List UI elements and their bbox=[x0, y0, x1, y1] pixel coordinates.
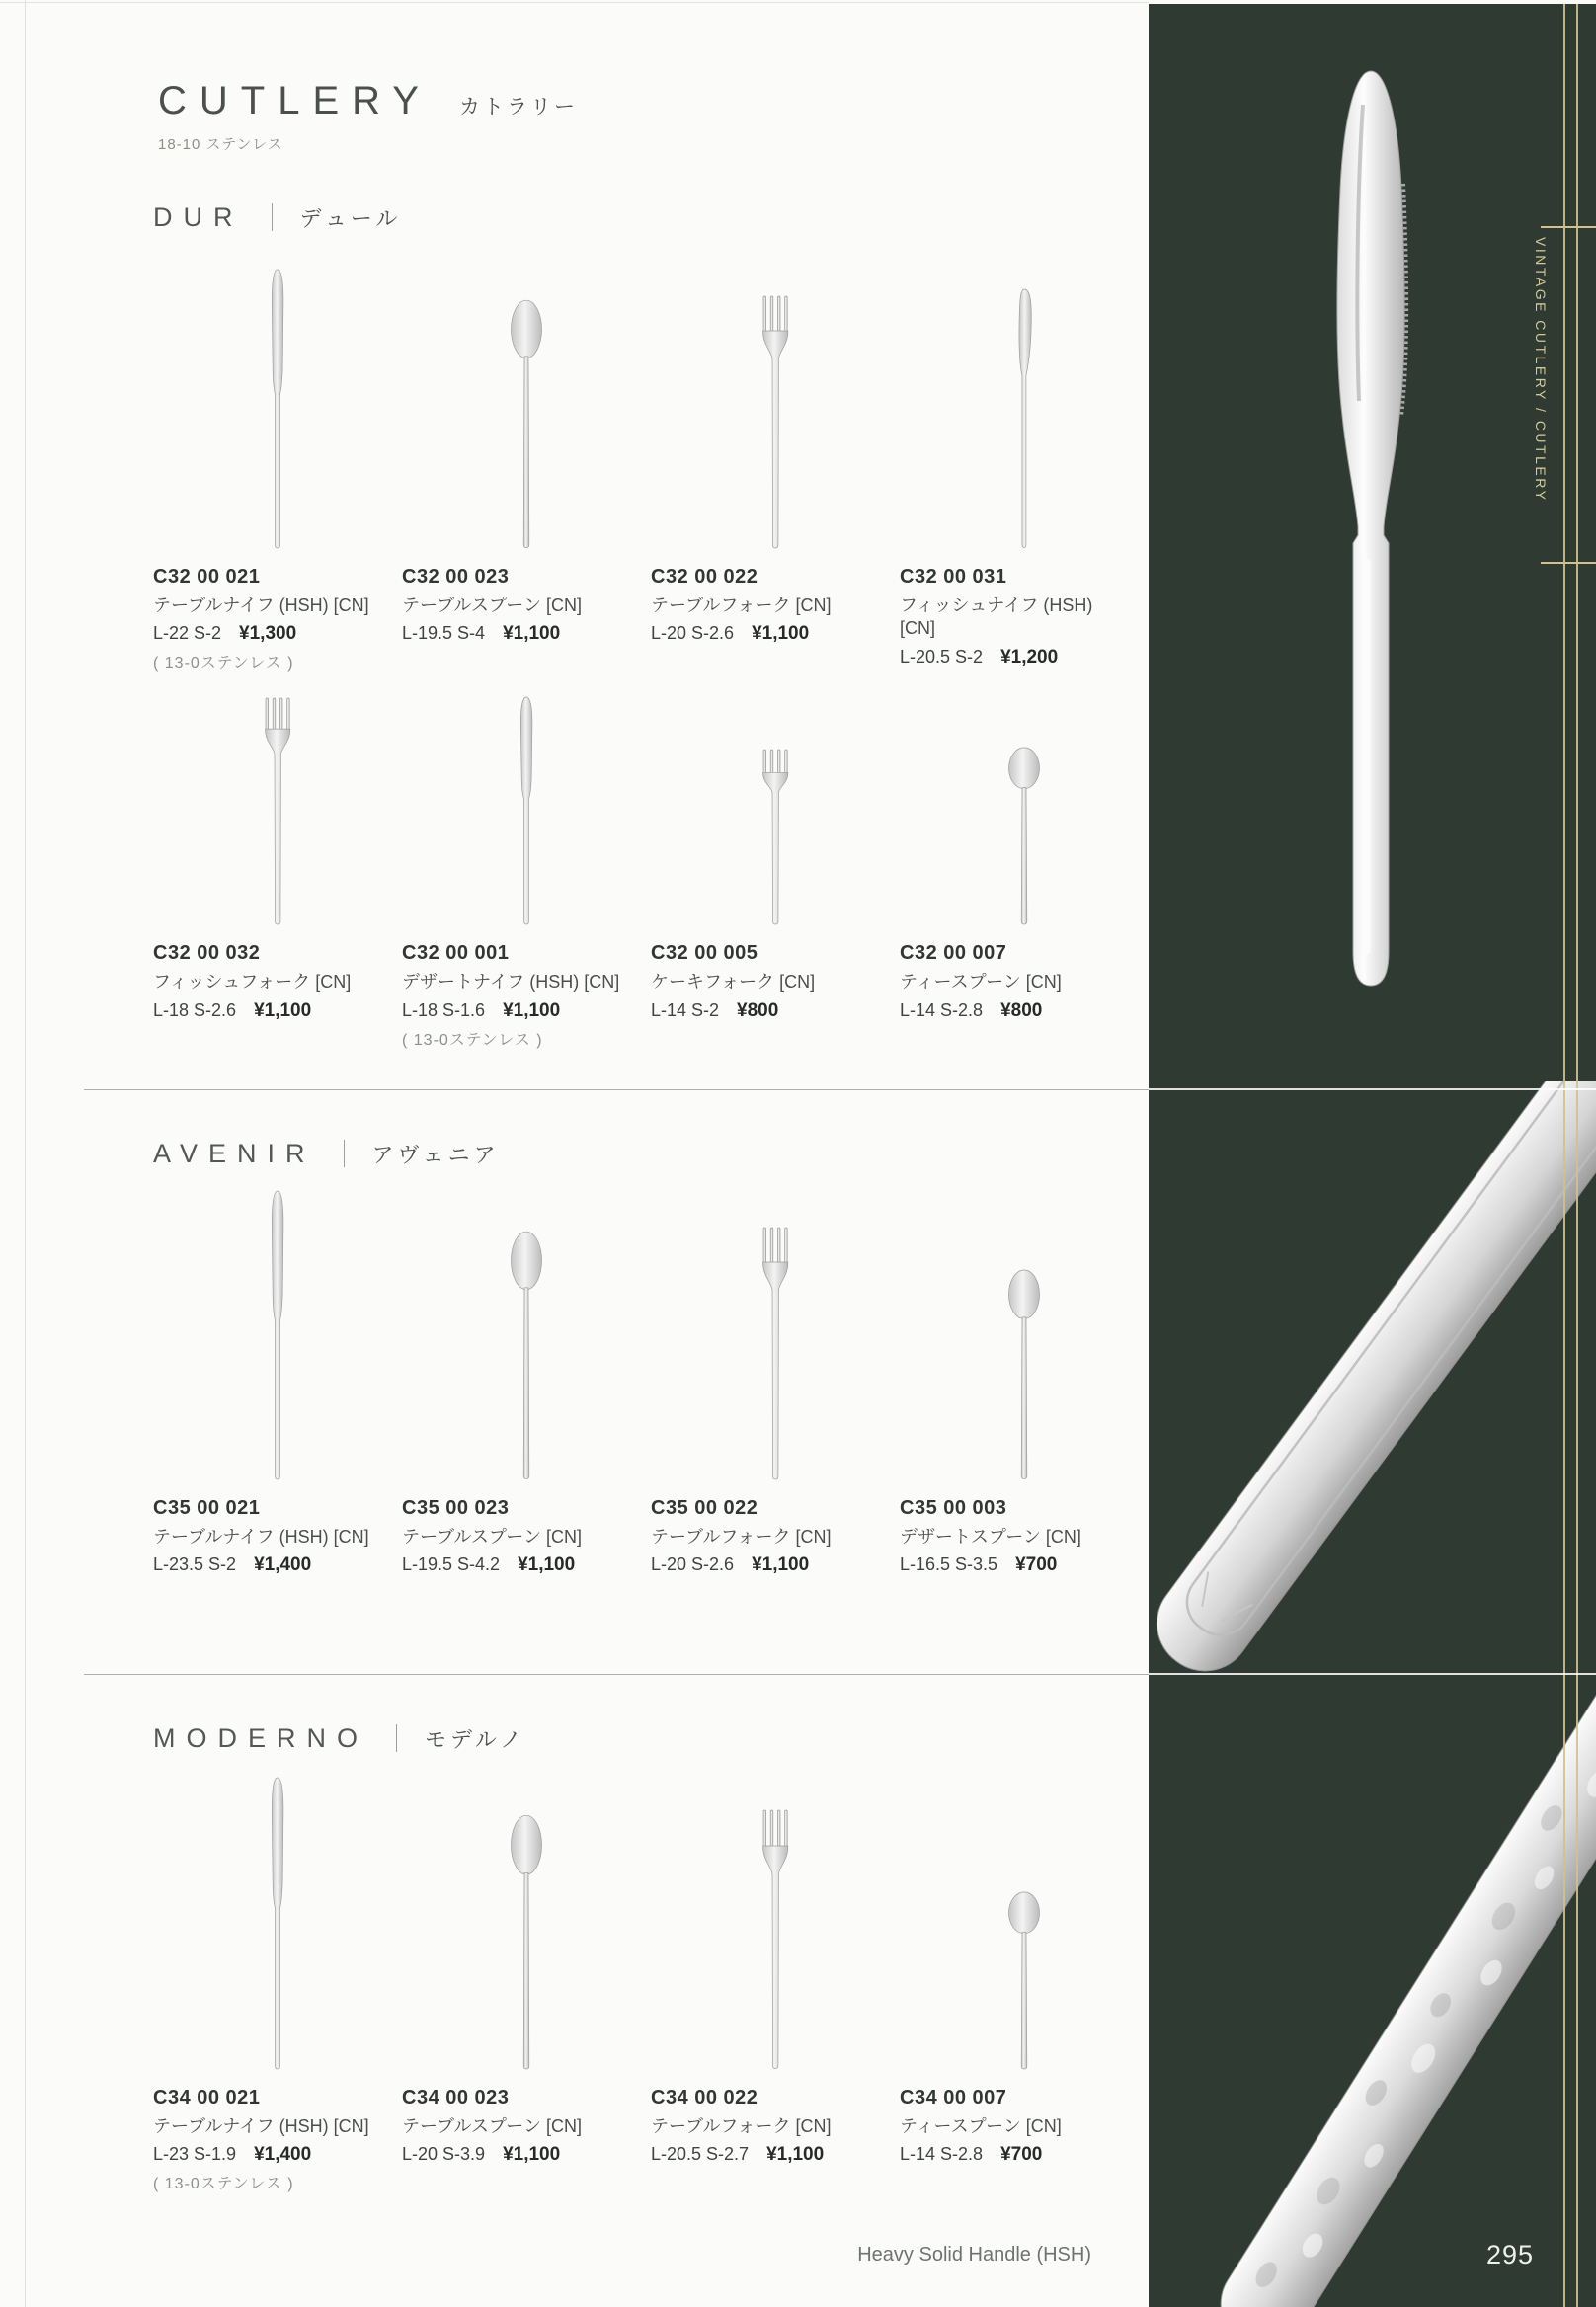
section-divider-line bbox=[84, 1089, 1149, 1090]
avenir-knife-handle-photo bbox=[1149, 1081, 1596, 1678]
product-spec: L-23.5 S-2 bbox=[153, 1554, 237, 1575]
product-code: C32 00 021 bbox=[153, 566, 261, 588]
product-name: テーブルスプーン [CN] bbox=[402, 2116, 582, 2136]
section-divider-bar bbox=[344, 1140, 345, 1167]
product-image bbox=[651, 684, 900, 926]
section-name: AVENIR bbox=[153, 1138, 316, 1168]
product-image bbox=[900, 1770, 1149, 2071]
product-code: C32 00 031 bbox=[900, 566, 1007, 588]
section-divider-line bbox=[1149, 1088, 1596, 1090]
product-price: ¥700 bbox=[1000, 2144, 1043, 2166]
product-code: C34 00 021 bbox=[153, 2087, 261, 2108]
spoon-image bbox=[1005, 747, 1043, 926]
product-item bbox=[900, 684, 1149, 1049]
product-item bbox=[402, 1185, 651, 1576]
product-name: フィッシュナイフ (HSH) [CN] bbox=[900, 596, 1093, 639]
spoon-image bbox=[1005, 1891, 1043, 2071]
section-header bbox=[153, 1134, 1151, 1173]
fork-image bbox=[261, 695, 294, 926]
product-price: ¥1,400 bbox=[254, 1554, 312, 1576]
product-spec-line bbox=[402, 1554, 633, 1576]
product-item bbox=[651, 1185, 900, 1576]
section-name: MODERNO bbox=[153, 1722, 368, 1753]
section-name-japanese: モデルノ bbox=[425, 1726, 526, 1752]
product-name: テーブルフォーク [CN] bbox=[651, 596, 832, 615]
spoon-image bbox=[508, 299, 545, 550]
page-number: 295 bbox=[1486, 2240, 1535, 2269]
product-row bbox=[153, 249, 1151, 673]
product-labels bbox=[651, 1497, 900, 1576]
product-name: ケーキフォーク [CN] bbox=[651, 972, 816, 993]
product-price: ¥1,100 bbox=[766, 2144, 825, 2166]
spoon-image bbox=[1005, 1269, 1043, 1481]
product-labels bbox=[651, 942, 900, 1021]
product-image bbox=[153, 249, 402, 550]
side-panel-label: VINTAGE CUTLERY / CUTLERY bbox=[1533, 237, 1549, 503]
product-spec: L-20 S-2.6 bbox=[651, 1554, 735, 1575]
vintage-table-knife-photo bbox=[1297, 65, 1445, 1003]
page-title-japanese: カトラリー bbox=[458, 96, 578, 119]
product-price: ¥1,100 bbox=[518, 1554, 576, 1576]
product-spec-line bbox=[402, 2144, 633, 2166]
product-image bbox=[651, 1770, 900, 2071]
fork-image bbox=[758, 747, 792, 926]
section-moderno bbox=[153, 1718, 1151, 2193]
page-top-edge bbox=[0, 2, 1149, 3]
product-spec: L-18 S-1.6 bbox=[402, 999, 486, 1020]
product-spec-line bbox=[651, 1554, 882, 1576]
product-spec: L-20.5 S-2.7 bbox=[651, 2144, 750, 2165]
product-item bbox=[900, 249, 1149, 673]
product-name: デザートナイフ (HSH) [CN] bbox=[402, 972, 620, 993]
section-name: DUR bbox=[153, 201, 244, 232]
product-price: ¥800 bbox=[1000, 999, 1043, 1021]
product-spec-line bbox=[900, 2144, 1131, 2166]
product-code: C35 00 003 bbox=[900, 1497, 1007, 1519]
product-name: テーブルナイフ (HSH) [CN] bbox=[153, 2116, 369, 2136]
product-price: ¥1,400 bbox=[254, 2144, 312, 2166]
fork-image bbox=[758, 1225, 792, 1481]
product-code: C35 00 022 bbox=[651, 1497, 758, 1519]
product-spec: L-19.5 S-4 bbox=[402, 623, 486, 644]
product-spec-line bbox=[651, 2144, 882, 2166]
product-price: ¥1,300 bbox=[239, 623, 297, 645]
product-labels bbox=[153, 2087, 402, 2193]
product-image bbox=[153, 684, 402, 926]
product-item bbox=[651, 1770, 900, 2193]
knife-image bbox=[268, 1776, 287, 2071]
knife-image bbox=[517, 695, 536, 926]
product-price: ¥800 bbox=[737, 999, 779, 1021]
product-item bbox=[402, 1770, 651, 2193]
section-name-japanese: デュール bbox=[299, 205, 402, 231]
product-labels bbox=[402, 566, 651, 645]
product-labels bbox=[651, 2087, 900, 2166]
product-item bbox=[651, 684, 900, 1049]
footer-note: Heavy Solid Handle (HSH) bbox=[857, 2244, 1091, 2266]
product-labels bbox=[402, 2087, 651, 2166]
section-divider-bar bbox=[396, 1724, 397, 1752]
product-labels bbox=[651, 566, 900, 645]
product-code: C34 00 007 bbox=[900, 2087, 1007, 2108]
product-price: ¥1,100 bbox=[752, 623, 810, 645]
product-labels bbox=[153, 942, 402, 1021]
product-price: ¥1,100 bbox=[503, 2144, 561, 2166]
product-price: ¥700 bbox=[1015, 1554, 1058, 1576]
product-spec-line bbox=[402, 1000, 633, 1022]
product-image bbox=[651, 249, 900, 550]
product-labels bbox=[900, 2087, 1149, 2166]
product-image bbox=[651, 1185, 900, 1481]
product-labels bbox=[900, 942, 1149, 1021]
product-name: テーブルスプーン [CN] bbox=[402, 1527, 582, 1547]
panel-accent-line bbox=[1576, 4, 1578, 2307]
product-code: C32 00 022 bbox=[651, 566, 758, 588]
product-spec: L-23 S-1.9 bbox=[153, 2144, 237, 2165]
product-spec: L-20.5 S-2 bbox=[900, 646, 984, 667]
section-header bbox=[153, 198, 1151, 237]
product-name: テーブルスプーン [CN] bbox=[402, 596, 582, 615]
section-avenir bbox=[153, 1134, 1151, 1576]
product-image bbox=[402, 249, 651, 550]
product-labels bbox=[402, 1497, 651, 1576]
product-code: C32 00 007 bbox=[900, 942, 1007, 965]
knife-image bbox=[268, 1189, 287, 1481]
title-line bbox=[158, 79, 578, 123]
product-name: フィッシュフォーク [CN] bbox=[153, 972, 352, 993]
page-subtitle: 18-10 ステンレス bbox=[158, 136, 283, 153]
product-code: C32 00 005 bbox=[651, 942, 758, 965]
section-divider-line bbox=[84, 1674, 1149, 1675]
product-spec: L-20 S-3.9 bbox=[402, 2144, 486, 2165]
product-spec-line bbox=[651, 623, 882, 645]
product-code: C34 00 022 bbox=[651, 2087, 758, 2108]
fork-image bbox=[758, 1807, 792, 2071]
product-code: C35 00 021 bbox=[153, 1497, 261, 1519]
product-price: ¥1,200 bbox=[1000, 646, 1059, 668]
product-image bbox=[402, 1770, 651, 2071]
product-spec-line bbox=[900, 1554, 1131, 1576]
product-price: ¥1,100 bbox=[503, 999, 561, 1021]
product-name: デザートスプーン [CN] bbox=[900, 1527, 1081, 1547]
page-title: CUTLERY bbox=[158, 79, 432, 122]
product-item bbox=[402, 249, 651, 673]
product-spec: L-16.5 S-3.5 bbox=[900, 1554, 998, 1575]
product-code: C34 00 023 bbox=[402, 2087, 510, 2108]
section-dur bbox=[153, 198, 1151, 1050]
product-spec: L-14 S-2.8 bbox=[900, 999, 984, 1020]
product-item bbox=[153, 1770, 402, 2193]
spoon-image bbox=[508, 1814, 545, 2071]
product-price: ¥1,100 bbox=[503, 623, 561, 645]
product-spec-line bbox=[153, 1000, 384, 1022]
product-name: ティースプーン [CN] bbox=[900, 972, 1062, 993]
product-item bbox=[402, 684, 651, 1049]
fork-image bbox=[758, 293, 792, 550]
product-spec-line bbox=[153, 2144, 384, 2166]
product-code: C35 00 023 bbox=[402, 1497, 510, 1519]
product-code: C32 00 001 bbox=[402, 942, 510, 965]
product-spec-line bbox=[900, 1000, 1131, 1022]
product-image bbox=[402, 1185, 651, 1481]
product-spec-line bbox=[153, 1554, 384, 1576]
panel-accent-line bbox=[1563, 4, 1565, 2307]
product-name: テーブルフォーク [CN] bbox=[651, 2116, 832, 2136]
product-row bbox=[153, 684, 1151, 1049]
product-spec-line bbox=[900, 647, 1131, 669]
product-item bbox=[900, 1770, 1149, 2193]
moderno-hammered-handle-photo bbox=[1149, 1679, 1596, 2307]
product-image bbox=[402, 684, 651, 926]
product-item bbox=[153, 684, 402, 1049]
product-item bbox=[900, 1185, 1149, 1576]
product-labels bbox=[153, 566, 402, 673]
product-spec: L-19.5 S-4.2 bbox=[402, 1554, 501, 1575]
section-divider-line bbox=[1149, 1673, 1596, 1675]
product-spec: L-18 S-2.6 bbox=[153, 999, 237, 1020]
product-item bbox=[153, 249, 402, 673]
product-note: ( 13-0ステンレス ) bbox=[402, 1031, 543, 1049]
product-image bbox=[153, 1770, 402, 2071]
section-header bbox=[153, 1718, 1151, 1758]
product-price: ¥1,100 bbox=[254, 999, 312, 1021]
product-spec-line bbox=[651, 1000, 882, 1022]
product-name: テーブルナイフ (HSH) [CN] bbox=[153, 596, 369, 615]
knife-image bbox=[268, 268, 287, 550]
product-image bbox=[900, 1185, 1149, 1481]
product-name: ティースプーン [CN] bbox=[900, 2116, 1062, 2136]
section-divider-bar bbox=[272, 203, 273, 231]
product-row bbox=[153, 1770, 1151, 2193]
product-image bbox=[900, 684, 1149, 926]
product-code: C32 00 023 bbox=[402, 566, 510, 588]
product-item bbox=[651, 249, 900, 673]
section-name-japanese: アヴェニア bbox=[371, 1142, 500, 1167]
product-price: ¥1,100 bbox=[752, 1554, 810, 1576]
product-spec: L-14 S-2 bbox=[651, 999, 720, 1020]
page-left-edge bbox=[25, 0, 26, 2307]
panel-accent-tick bbox=[1541, 226, 1596, 228]
product-image bbox=[900, 249, 1149, 550]
product-item bbox=[153, 1185, 402, 1576]
side-panel bbox=[1149, 4, 1596, 2307]
product-labels bbox=[900, 1497, 1149, 1576]
product-spec: L-20 S-2.6 bbox=[651, 623, 735, 644]
product-code: C32 00 032 bbox=[153, 942, 261, 965]
panel-accent-tick bbox=[1541, 562, 1596, 564]
product-note: ( 13-0ステンレス ) bbox=[153, 655, 294, 673]
product-labels bbox=[900, 566, 1149, 669]
spoon-image bbox=[508, 1231, 545, 1481]
product-labels bbox=[402, 942, 651, 1049]
product-note: ( 13-0ステンレス ) bbox=[153, 2176, 294, 2193]
page-header bbox=[158, 79, 578, 154]
product-name: テーブルフォーク [CN] bbox=[651, 1527, 832, 1547]
product-spec-line bbox=[402, 623, 633, 645]
product-name: テーブルナイフ (HSH) [CN] bbox=[153, 1527, 369, 1547]
product-row bbox=[153, 1185, 1151, 1576]
product-spec: L-14 S-2.8 bbox=[900, 2144, 984, 2165]
product-spec: L-22 S-2 bbox=[153, 623, 222, 644]
product-image bbox=[153, 1185, 402, 1481]
product-spec-line bbox=[153, 623, 384, 645]
fishknife-image bbox=[1012, 286, 1036, 550]
product-labels bbox=[153, 1497, 402, 1576]
